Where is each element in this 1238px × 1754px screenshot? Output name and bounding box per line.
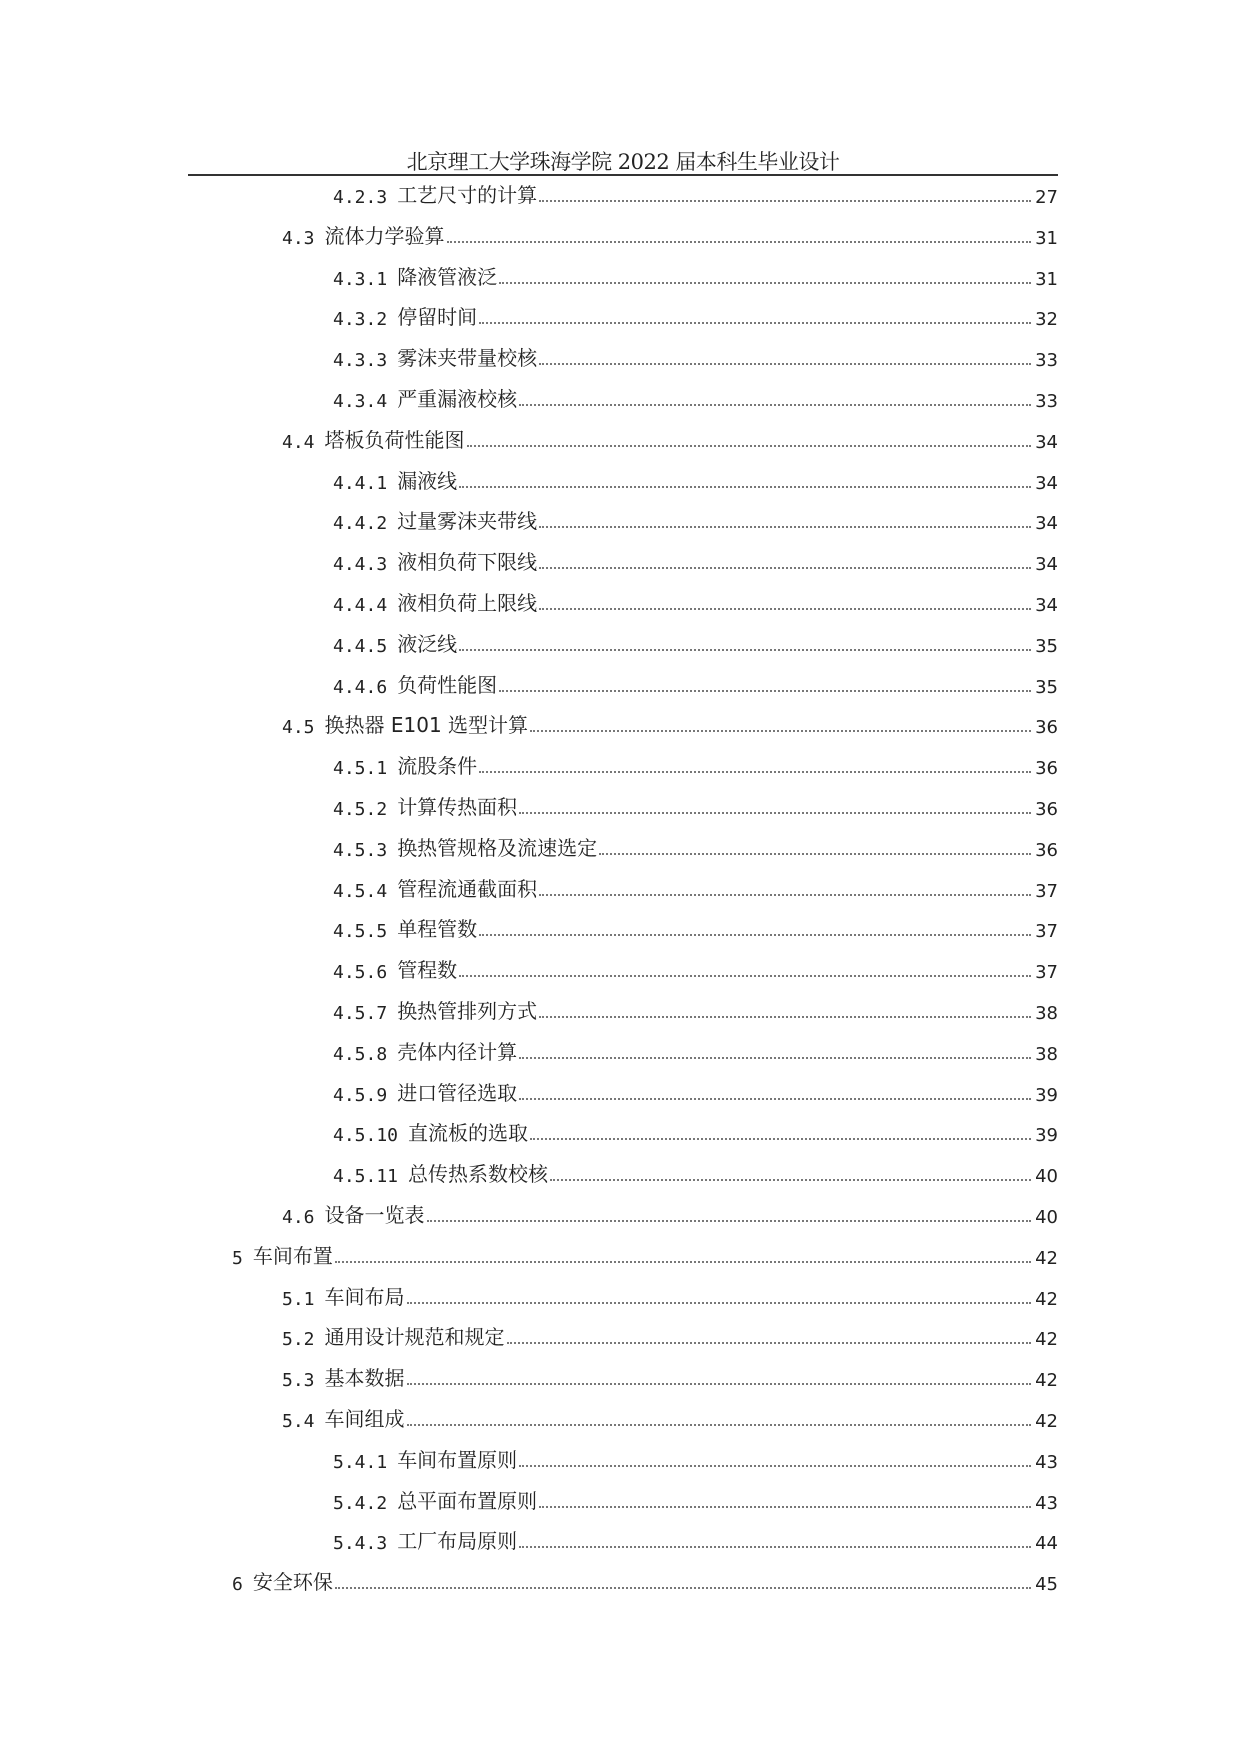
toc-entry-number: 4.5	[282, 717, 315, 739]
toc-entry-number: 5.4.1	[333, 1451, 388, 1473]
toc-entry[interactable]	[282, 1402, 1058, 1432]
toc-entry[interactable]	[333, 872, 1058, 902]
toc-entry-page: 32	[1035, 309, 1058, 331]
toc-entry-title: 换热管规格及流速选定	[397, 835, 598, 860]
toc-entry-page: 43	[1035, 1492, 1058, 1514]
toc-entry-page: 31	[1035, 268, 1058, 290]
toc-entry-page: 36	[1035, 799, 1058, 820]
toc-entry-number: 5.1	[282, 1288, 315, 1310]
toc-entry-page: 42	[1035, 1411, 1058, 1432]
toc-entry[interactable]	[333, 504, 1058, 534]
toc-entry-number: 4.5.2	[333, 799, 388, 820]
toc-entry-title: 漏液线	[397, 468, 458, 493]
toc-entry-number: 4.3.4	[333, 391, 388, 412]
toc-leader-dots	[335, 1587, 1031, 1589]
toc-entry-page: 37	[1035, 962, 1058, 984]
toc-entry[interactable]	[282, 1280, 1058, 1310]
toc-entry-title: 壳体内径计算	[397, 1039, 518, 1064]
toc-entry-number: 5.4.3	[333, 1533, 388, 1555]
toc-entry[interactable]	[333, 464, 1058, 494]
toc-entry[interactable]	[333, 1443, 1058, 1473]
toc-entry-title: 工厂布局原则	[397, 1529, 518, 1554]
toc-entry-number: 4.5.11	[333, 1166, 399, 1188]
toc-entry-number: 4.5.7	[333, 1003, 388, 1024]
toc-entry[interactable]	[333, 260, 1058, 290]
toc-entry-title: 管程流通截面积	[397, 876, 538, 901]
toc-leader-dots	[459, 975, 1031, 977]
toc-entry[interactable]	[333, 1116, 1058, 1146]
toc-entry-number: 6	[232, 1574, 243, 1596]
toc-entry-number: 4.4	[282, 431, 315, 453]
toc-leader-dots	[519, 1057, 1031, 1059]
toc-entry[interactable]	[232, 1239, 1058, 1269]
toc-entry-number: 4.4.5	[333, 635, 388, 657]
toc-entry-title: 工艺尺寸的计算	[397, 183, 538, 207]
toc-entry-title: 设备一览表	[324, 1203, 425, 1227]
toc-entry-title: 单程管数	[397, 917, 478, 942]
toc-leader-dots	[599, 853, 1031, 855]
toc-entry-title: 车间组成	[324, 1407, 405, 1431]
toc-entry-number: 4.5.1	[333, 758, 388, 780]
toc-entry-number: 4.4.6	[333, 676, 388, 698]
toc-entry-number: 4.4.4	[333, 595, 388, 616]
toc-entry[interactable]	[333, 627, 1058, 657]
toc-entry-page: 39	[1035, 1084, 1058, 1106]
toc-leader-dots	[499, 282, 1031, 284]
toc-entry[interactable]	[333, 749, 1058, 779]
toc-entry-number: 4.4.1	[333, 472, 388, 494]
toc-entry[interactable]	[282, 1320, 1058, 1350]
toc-leader-dots	[447, 241, 1032, 243]
toc-entry-number: 5.2	[282, 1329, 315, 1351]
toc-entry-number: 4.3.1	[333, 268, 388, 290]
toc-entry-page: 42	[1035, 1247, 1058, 1269]
toc-entry-page: 42	[1035, 1288, 1058, 1310]
toc-leader-dots	[407, 1302, 1032, 1304]
toc-entry-number: 5.4	[282, 1411, 315, 1432]
toc-entry-page: 36	[1035, 839, 1058, 861]
toc-entry-page: 33	[1035, 391, 1058, 412]
toc-entry-title: 雾沫夹带量校核	[397, 346, 538, 371]
toc-leader-dots	[519, 404, 1031, 406]
toc-entry[interactable]	[282, 423, 1058, 453]
toc-entry-page: 39	[1035, 1125, 1058, 1147]
toc-entry-page: 33	[1035, 350, 1058, 372]
toc-entry-title: 计算传热面积	[397, 795, 518, 819]
toc-leader-dots	[539, 567, 1031, 569]
toc-entry-number: 4.5.6	[333, 962, 388, 984]
toc-entry-page: 34	[1035, 472, 1058, 494]
toc-entry-page: 34	[1035, 513, 1058, 535]
toc-entry-title: 流股条件	[397, 754, 478, 779]
toc-entry-title: 负荷性能图	[397, 672, 498, 697]
toc-leader-dots	[507, 1342, 1032, 1344]
toc-entry[interactable]	[333, 668, 1058, 698]
toc-entry-page: 34	[1035, 595, 1058, 616]
toc-entry[interactable]	[282, 1198, 1058, 1228]
toc-entry-page: 44	[1035, 1533, 1058, 1555]
toc-entry-title: 管程数	[397, 958, 458, 983]
toc-entry-title: 液相负荷下限线	[397, 550, 538, 575]
toc-entry[interactable]	[333, 790, 1058, 820]
toc-leader-dots	[539, 363, 1031, 365]
toc-leader-dots	[539, 1016, 1031, 1018]
toc-leader-dots	[335, 1261, 1031, 1263]
toc-entry-title: 基本数据	[324, 1366, 405, 1391]
toc-entry[interactable]	[333, 545, 1058, 575]
toc-entry-page: 35	[1035, 676, 1058, 698]
toc-entry[interactable]	[333, 1484, 1058, 1514]
toc-entry-page: 36	[1035, 758, 1058, 780]
toc-entry-page: 27	[1035, 187, 1058, 208]
toc-entry-page: 42	[1035, 1329, 1058, 1351]
toc-leader-dots	[479, 322, 1031, 324]
toc-entry-number: 4.4.2	[333, 513, 388, 535]
toc-entry-number: 4.6	[282, 1207, 315, 1228]
toc-entry[interactable]	[333, 382, 1058, 412]
toc-leader-dots	[479, 934, 1031, 936]
toc-entry-page: 36	[1035, 717, 1058, 739]
toc-leader-dots	[459, 649, 1031, 651]
toc-leader-dots	[539, 200, 1031, 202]
toc-leader-dots	[407, 1383, 1032, 1385]
toc-leader-dots	[519, 1546, 1031, 1548]
toc-entry[interactable]	[333, 831, 1058, 861]
toc-entry-title: 进口管径选取	[397, 1080, 518, 1105]
toc-entry-title: 车间布局	[324, 1284, 405, 1309]
toc-entry-page: 35	[1035, 635, 1058, 657]
toc-entry[interactable]	[333, 912, 1058, 942]
toc-entry-number: 4.4.3	[333, 554, 388, 576]
toc-entry-page: 45	[1035, 1574, 1058, 1596]
toc-entry-number: 5.4.2	[333, 1492, 388, 1514]
toc-entry-title: 液相负荷上限线	[397, 591, 538, 615]
toc-entry[interactable]	[232, 1565, 1058, 1595]
toc-entry-number: 4.5.4	[333, 880, 388, 902]
toc-entry-number: 5.3	[282, 1370, 315, 1392]
toc-entry-title: 通用设计规范和规定	[324, 1325, 505, 1350]
toc-entry-page: 40	[1035, 1166, 1058, 1188]
toc-entry-number: 4.5.8	[333, 1043, 388, 1065]
toc-entry-page: 40	[1035, 1207, 1058, 1228]
toc-leader-dots	[479, 771, 1031, 773]
toc-entry-title: 流体力学验算	[324, 223, 445, 248]
toc-entry[interactable]	[333, 994, 1058, 1024]
toc-entry-title: 严重漏液校核	[397, 387, 518, 411]
toc-leader-dots	[467, 445, 1032, 447]
toc-entry[interactable]	[333, 341, 1058, 371]
toc-entry[interactable]	[333, 1524, 1058, 1554]
toc-entry[interactable]	[282, 219, 1058, 249]
toc-entry-number: 4.5.3	[333, 839, 388, 861]
toc-entry-page: 37	[1035, 880, 1058, 902]
toc-entry-number: 4.3	[282, 227, 315, 249]
toc-entry-title: 液泛线	[397, 631, 458, 656]
toc-entry[interactable]	[282, 1361, 1058, 1391]
toc-leader-dots	[519, 1465, 1031, 1467]
toc-entry-page: 38	[1035, 1003, 1058, 1024]
toc-entry-title: 过量雾沫夹带线	[397, 509, 538, 534]
toc-entry-page: 34	[1035, 554, 1058, 576]
toc-entry-title: 塔板负荷性能图	[324, 427, 465, 452]
toc-entry[interactable]	[333, 1035, 1058, 1065]
toc-entry-page: 38	[1035, 1043, 1058, 1065]
toc-entry-title: 总平面布置原则	[397, 1488, 538, 1513]
toc-entry-page: 43	[1035, 1451, 1058, 1473]
toc-leader-dots	[459, 486, 1031, 488]
toc-entry-title: 车间布置原则	[397, 1447, 518, 1472]
toc-entry[interactable]	[333, 1157, 1058, 1187]
toc-leader-dots	[539, 608, 1031, 610]
toc-entry-number: 4.3.2	[333, 309, 388, 331]
toc-entry-title: 直流板的选取	[408, 1121, 529, 1146]
toc-leader-dots	[427, 1220, 1032, 1222]
toc-entry-title: 降液管液泛	[397, 264, 498, 289]
toc-entry-number: 4.3.3	[333, 350, 388, 372]
toc-leader-dots	[539, 894, 1031, 896]
header-rule	[188, 174, 1058, 176]
toc-entry-title: 安全环保	[252, 1570, 333, 1595]
toc-entry[interactable]	[333, 300, 1058, 330]
toc-entry-title: 停留时间	[397, 305, 478, 330]
toc-entry[interactable]	[333, 178, 1058, 208]
toc-leader-dots	[519, 812, 1031, 814]
toc-entry-title: 车间布置	[252, 1243, 333, 1268]
toc-entry-number: 4.5.10	[333, 1125, 399, 1147]
page-header: 北京理工大学珠海学院 2022 届本科生毕业设计	[406, 150, 840, 174]
toc-leader-dots	[407, 1424, 1032, 1426]
toc-entry[interactable]	[333, 1076, 1058, 1106]
toc-leader-dots	[530, 1138, 1031, 1140]
toc-leader-dots	[530, 730, 1031, 732]
toc-leader-dots	[519, 1098, 1031, 1100]
toc-entry-number: 4.5.9	[333, 1084, 388, 1106]
toc-leader-dots	[539, 526, 1031, 528]
toc-entry-page: 37	[1035, 921, 1058, 943]
toc-entry-number: 4.2.3	[333, 187, 388, 208]
toc-leader-dots	[550, 1179, 1031, 1181]
toc-entry-title: 总传热系数校核	[408, 1162, 549, 1187]
toc-entry[interactable]	[282, 708, 1058, 738]
toc-entry-number: 5	[232, 1247, 243, 1269]
toc-leader-dots	[499, 690, 1031, 692]
toc-entry-page: 42	[1035, 1370, 1058, 1392]
toc-entry-page: 34	[1035, 431, 1058, 453]
toc-entry-number: 4.5.5	[333, 921, 388, 943]
toc-entry[interactable]	[333, 586, 1058, 616]
toc-entry[interactable]	[333, 953, 1058, 983]
toc-entry-page: 31	[1035, 227, 1058, 249]
toc-leader-dots	[539, 1506, 1031, 1508]
toc-entry-title: 换热器 E101 选型计算	[324, 713, 529, 738]
toc-entry-title: 换热管排列方式	[397, 999, 538, 1023]
